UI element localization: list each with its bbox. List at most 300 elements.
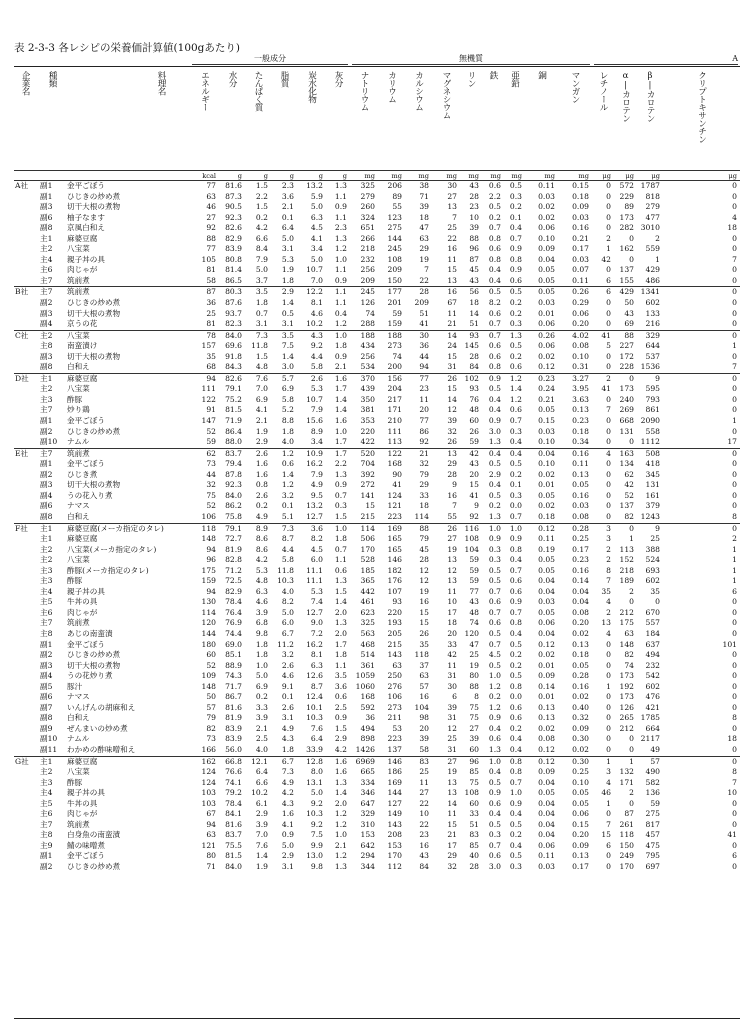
unit-zinc: mg bbox=[511, 172, 522, 180]
cell-water: 87.3 bbox=[225, 191, 242, 201]
cell-type: 主8 bbox=[40, 830, 53, 840]
cell-calcium: 88 bbox=[419, 523, 429, 533]
cell-magnesium: 30 bbox=[447, 681, 457, 691]
cell-sodium: 209 bbox=[360, 275, 375, 285]
table-row bbox=[14, 841, 740, 852]
cell-type: 副9 bbox=[40, 723, 53, 733]
cell-type: 副4 bbox=[40, 490, 53, 500]
unit-ash: g bbox=[342, 172, 347, 180]
cell-dish: 白和え bbox=[67, 362, 90, 372]
cell-alpha-carotene: 88 bbox=[624, 330, 634, 340]
cell-potassium: 215 bbox=[387, 639, 402, 649]
cell-phosphorus: 33 bbox=[469, 809, 479, 819]
cell-zinc: 0.3 bbox=[509, 862, 522, 871]
cell-sodium: 1059 bbox=[355, 671, 375, 681]
cell-iron: 0.4 bbox=[488, 767, 501, 777]
cell-retinol: 6 bbox=[606, 275, 611, 285]
cell-cryptoxanthin: 0 bbox=[732, 459, 737, 469]
cell-calcium: 43 bbox=[419, 851, 429, 861]
cell-copper: 0.02 bbox=[538, 469, 555, 479]
cell-protein: 1.5 bbox=[255, 181, 268, 190]
cell-ash: 2.0 bbox=[334, 798, 347, 808]
cell-alpha-carotene: 0 bbox=[629, 254, 634, 264]
cell-sodium: 422 bbox=[360, 437, 375, 447]
cell-manganese: 0.16 bbox=[572, 490, 589, 500]
cell-sodium: 325 bbox=[360, 181, 375, 190]
cell-type: 副1 bbox=[40, 181, 53, 190]
cell-type: 副2 bbox=[40, 469, 53, 479]
cell-copper: 0.06 bbox=[538, 840, 555, 850]
cell-copper: 0.04 bbox=[538, 586, 555, 596]
cell-magnesium: 13 bbox=[447, 275, 457, 285]
cell-magnesium: 17 bbox=[447, 840, 457, 850]
cell-cryptoxanthin: 0 bbox=[732, 523, 737, 533]
cell-carb: 9.2 bbox=[310, 798, 323, 808]
cell-potassium: 273 bbox=[387, 341, 402, 351]
cell-calcium: 44 bbox=[419, 351, 429, 361]
cell-calcium: 29 bbox=[419, 244, 429, 254]
cell-carb: 4.5 bbox=[310, 223, 323, 233]
cell-fat: 4.1 bbox=[281, 819, 294, 829]
cell-protein: 1.8 bbox=[255, 298, 268, 308]
cell-sodium: 514 bbox=[360, 650, 375, 660]
cell-manganese: 0.05 bbox=[572, 480, 589, 490]
cell-water: 69.6 bbox=[225, 341, 242, 351]
cell-fat: 5.0 bbox=[281, 840, 294, 850]
cell-potassium: 143 bbox=[387, 650, 402, 660]
cell-calcium: 71 bbox=[419, 191, 429, 201]
cell-protein: 1.9 bbox=[255, 862, 268, 871]
cell-zinc: 0.4 bbox=[509, 734, 522, 744]
cell-copper: 0.05 bbox=[538, 565, 555, 575]
cell-beta-carotene: 2 bbox=[655, 233, 660, 243]
cell-dish: 柚子なます bbox=[67, 212, 105, 222]
cell-calcium: 77 bbox=[419, 416, 429, 426]
cell-copper: 0.13 bbox=[538, 702, 555, 712]
cell-water: 83.7 bbox=[225, 830, 242, 840]
cell-energy: 94 bbox=[206, 819, 216, 829]
cell-retinol: 0 bbox=[606, 744, 611, 754]
cell-beta-carotene: 861 bbox=[645, 405, 660, 415]
cell-iron: 0.3 bbox=[488, 555, 501, 565]
table-row bbox=[14, 597, 740, 608]
cell-iron: 0.6 bbox=[488, 618, 501, 628]
cell-water: 86.5 bbox=[225, 275, 242, 285]
cell-type: 副7 bbox=[40, 702, 53, 712]
cell-carb: 7.2 bbox=[310, 628, 323, 638]
cell-calcium: 37 bbox=[419, 660, 429, 670]
cell-ash: 1.5 bbox=[334, 723, 347, 733]
cell-sodium: 461 bbox=[360, 597, 375, 607]
cell-retinol: 1 bbox=[606, 681, 611, 691]
table-row bbox=[14, 341, 740, 352]
cell-magnesium: 10 bbox=[447, 597, 457, 607]
cell-iron: 0.2 bbox=[488, 501, 501, 511]
cell-type: 副8 bbox=[40, 223, 53, 233]
cell-magnesium: 18 bbox=[447, 618, 457, 628]
unit-cryptoxanthin: μg bbox=[728, 172, 737, 180]
cell-magnesium: 20 bbox=[447, 628, 457, 638]
cell-sodium: 218 bbox=[360, 244, 375, 254]
cell-ash: 1.5 bbox=[334, 586, 347, 596]
cell-beta-carotene: 2090 bbox=[640, 416, 660, 426]
cell-manganese: 4.02 bbox=[572, 330, 589, 340]
cell-dish: 筑前煮 bbox=[67, 618, 90, 628]
cell-potassium: 122 bbox=[387, 448, 402, 458]
cell-retinol: 0 bbox=[606, 702, 611, 712]
cell-energy: 52 bbox=[206, 660, 216, 670]
cell-sodium: 279 bbox=[360, 191, 375, 201]
cell-calcium: 86 bbox=[419, 426, 429, 436]
cell-protein: 3.9 bbox=[255, 607, 268, 617]
cell-carb: 4.4 bbox=[310, 351, 323, 361]
cell-company: G社 bbox=[15, 756, 29, 766]
cell-potassium: 177 bbox=[387, 287, 402, 297]
cell-ash: 0.6 bbox=[334, 692, 347, 702]
cell-sodium: 141 bbox=[360, 490, 375, 500]
cell-potassium: 169 bbox=[387, 523, 402, 533]
cell-energy: 59 bbox=[206, 437, 216, 447]
cell-beta-carotene: 184 bbox=[645, 628, 660, 638]
cell-calcium: 35 bbox=[419, 639, 429, 649]
column-group-header bbox=[14, 54, 740, 66]
cell-beta-carotene: 25 bbox=[650, 534, 660, 544]
cell-alpha-carotene: 52 bbox=[624, 490, 634, 500]
cell-iron: 0.7 bbox=[488, 319, 501, 329]
cell-phosphorus: 92 bbox=[469, 511, 479, 521]
cell-protein: 0.7 bbox=[255, 308, 268, 318]
cell-energy: 92 bbox=[206, 223, 216, 233]
cell-energy: 114 bbox=[201, 607, 216, 617]
cell-ash: 1.3 bbox=[334, 576, 347, 586]
cell-carb: 3.4 bbox=[310, 437, 323, 447]
cell-type: 副6 bbox=[40, 501, 53, 511]
cell-alpha-carotene: 229 bbox=[619, 191, 634, 201]
cell-alpha-carotene: 89 bbox=[624, 202, 634, 212]
cell-copper: 0.03 bbox=[538, 597, 555, 607]
cell-retinol: 3 bbox=[606, 767, 611, 777]
cell-dish: 麻婆豆腐(メーカ指定のタレ) bbox=[67, 523, 164, 533]
cell-retinol: 0 bbox=[606, 639, 611, 649]
cell-water: 75.8 bbox=[225, 511, 242, 521]
cell-type: 副3 bbox=[40, 480, 53, 490]
cell-ash: 0.4 bbox=[334, 308, 347, 318]
cell-energy: 25 bbox=[206, 308, 216, 318]
table-row bbox=[14, 373, 740, 385]
cell-copper: 0.05 bbox=[538, 265, 555, 275]
cell-type: 副5 bbox=[40, 681, 53, 691]
cell-dish: 筑前煮 bbox=[67, 287, 90, 297]
cell-potassium: 211 bbox=[387, 713, 402, 723]
cell-carb: 5.3 bbox=[310, 586, 323, 596]
cell-water: 79.1 bbox=[225, 523, 242, 533]
cell-beta-carotene: 1 bbox=[655, 254, 660, 264]
cell-magnesium: 26 bbox=[447, 437, 457, 447]
cell-beta-carotene: 131 bbox=[645, 480, 660, 490]
cell-magnesium: 27 bbox=[447, 756, 457, 766]
cell-type: 主4 bbox=[40, 788, 53, 798]
cell-ash: 2.5 bbox=[334, 702, 347, 712]
cell-potassium: 171 bbox=[387, 405, 402, 415]
cell-copper: 0.02 bbox=[538, 723, 555, 733]
cell-retinol: 0 bbox=[606, 202, 611, 212]
cell-beta-carotene: 818 bbox=[645, 191, 660, 201]
cell-calcium: 98 bbox=[419, 713, 429, 723]
table-row bbox=[14, 788, 740, 799]
cell-energy: 71 bbox=[206, 862, 216, 871]
cell-zinc: 0.7 bbox=[509, 416, 522, 426]
cell-copper: 0.12 bbox=[538, 362, 555, 372]
cell-potassium: 220 bbox=[387, 607, 402, 617]
cell-type: 主7 bbox=[40, 405, 53, 415]
cell-phosphorus: 102 bbox=[464, 373, 479, 383]
cell-fat: 4.9 bbox=[281, 777, 294, 787]
cell-energy: 27 bbox=[206, 212, 216, 222]
cell-protein: 1.8 bbox=[255, 639, 268, 649]
column-header-copper: 銅 bbox=[536, 71, 547, 79]
cell-sodium: 642 bbox=[360, 840, 375, 850]
cell-fat: 5.3 bbox=[281, 254, 294, 264]
cell-iron: 0.8 bbox=[488, 362, 501, 372]
cell-sodium: 361 bbox=[360, 660, 375, 670]
cell-energy: 159 bbox=[201, 576, 216, 586]
cell-iron: 0.4 bbox=[488, 394, 501, 404]
cell-energy: 60 bbox=[206, 650, 216, 660]
cell-dish: 八宝菜 bbox=[67, 767, 90, 777]
cell-sodium: 506 bbox=[360, 534, 375, 544]
cell-sodium: 185 bbox=[360, 565, 375, 575]
cell-zinc: 0.5 bbox=[509, 851, 522, 861]
cell-dish: ひじきの炒め煮 bbox=[67, 191, 121, 201]
cell-carb: 7.5 bbox=[310, 830, 323, 840]
cell-magnesium: 11 bbox=[447, 809, 457, 819]
column-header-phosphorus: リン bbox=[466, 71, 476, 87]
cell-phosphorus: 8 bbox=[474, 692, 479, 702]
cell-retinol: 0 bbox=[606, 490, 611, 500]
cell-potassium: 250 bbox=[387, 671, 402, 681]
cell-magnesium: 13 bbox=[447, 448, 457, 458]
cell-alpha-carotene: 1 bbox=[629, 756, 634, 766]
cell-alpha-carotene: 189 bbox=[619, 576, 634, 586]
cell-zinc: 0.4 bbox=[509, 744, 522, 754]
cell-manganese: 0.16 bbox=[572, 448, 589, 458]
cell-beta-carotene: 345 bbox=[645, 469, 660, 479]
cell-beta-carotene: 1243 bbox=[640, 511, 660, 521]
cell-type: 副4 bbox=[40, 319, 53, 329]
table-row bbox=[14, 395, 740, 406]
cell-sodium: 114 bbox=[360, 523, 375, 533]
cell-fat: 1.2 bbox=[281, 448, 294, 458]
cell-type: 副2 bbox=[40, 426, 53, 436]
cell-zinc: 0.6 bbox=[509, 576, 522, 586]
cell-zinc: 0.5 bbox=[509, 341, 522, 351]
cell-energy: 52 bbox=[206, 501, 216, 511]
cell-water: 88.9 bbox=[225, 660, 242, 670]
cell-type: 副2 bbox=[40, 298, 53, 308]
cell-potassium: 273 bbox=[387, 702, 402, 712]
cell-protein: 1.6 bbox=[255, 469, 268, 479]
cell-fat: 6.9 bbox=[281, 384, 294, 394]
unit-fat: g bbox=[289, 172, 294, 180]
cell-type: 副3 bbox=[40, 660, 53, 670]
cell-potassium: 209 bbox=[387, 265, 402, 275]
cell-manganese: 0.11 bbox=[572, 275, 589, 285]
cell-carb: 10.1 bbox=[306, 702, 323, 712]
cell-copper: 0.05 bbox=[538, 490, 555, 500]
cell-retinol: 0 bbox=[606, 351, 611, 361]
cell-calcium: 51 bbox=[419, 308, 429, 318]
cell-beta-carotene: 35 bbox=[650, 586, 660, 596]
cell-ash: 1.4 bbox=[334, 597, 347, 607]
cell-carb: 13.2 bbox=[306, 501, 323, 511]
cell-energy: 122 bbox=[201, 394, 216, 404]
cell-beta-carotene: 2117 bbox=[640, 734, 660, 744]
cell-beta-carotene: 136 bbox=[645, 788, 660, 798]
cell-calcium: 11 bbox=[419, 394, 429, 404]
cell-potassium: 111 bbox=[387, 426, 402, 436]
cell-phosphorus: 76 bbox=[469, 394, 479, 404]
cell-retinol: 2 bbox=[606, 544, 611, 554]
cell-protein: 11.8 bbox=[251, 341, 268, 351]
cell-manganese: 0.02 bbox=[572, 744, 589, 754]
cell-carb: 12.6 bbox=[306, 671, 323, 681]
cell-carb: 9.2 bbox=[310, 819, 323, 829]
cell-ash: 1.1 bbox=[334, 212, 347, 222]
cell-energy: 73 bbox=[206, 459, 216, 469]
cell-sodium: 310 bbox=[360, 819, 375, 829]
cell-iron: 0.7 bbox=[488, 840, 501, 850]
cell-phosphorus: 104 bbox=[464, 544, 479, 554]
cell-copper: 0.06 bbox=[538, 618, 555, 628]
cell-iron: 0.5 bbox=[488, 459, 501, 469]
cell-calcium: 18 bbox=[419, 501, 429, 511]
cell-fat: 2.9 bbox=[281, 851, 294, 861]
table-row bbox=[14, 566, 740, 577]
cell-calcium: 28 bbox=[419, 287, 429, 297]
cell-protein: 2.1 bbox=[255, 416, 268, 426]
cell-fat: 3.0 bbox=[281, 362, 294, 372]
cell-calcium: 41 bbox=[419, 319, 429, 329]
cell-protein: 8.9 bbox=[255, 523, 268, 533]
cell-ash: 0.3 bbox=[334, 501, 347, 511]
cell-ash: 1.3 bbox=[334, 469, 347, 479]
cell-copper: 0.13 bbox=[538, 713, 555, 723]
cell-sodium: 232 bbox=[360, 254, 375, 264]
cell-alpha-carotene: 74 bbox=[624, 660, 634, 670]
table-row bbox=[14, 298, 740, 309]
cell-manganese: 0.10 bbox=[572, 777, 589, 787]
cell-beta-carotene: 9 bbox=[655, 373, 660, 383]
cell-zinc: 1.2 bbox=[509, 394, 522, 404]
cell-sodium: 651 bbox=[360, 223, 375, 233]
cell-type: 副3 bbox=[40, 202, 53, 212]
cell-fat: 4.3 bbox=[281, 798, 294, 808]
cell-manganese: 0.08 bbox=[572, 341, 589, 351]
cell-sodium: 704 bbox=[360, 459, 375, 469]
cell-water: 84.1 bbox=[225, 809, 242, 819]
cell-zinc: 0.6 bbox=[509, 586, 522, 596]
cell-potassium: 223 bbox=[387, 734, 402, 744]
cell-protein: 6.3 bbox=[255, 586, 268, 596]
cell-zinc: 0.8 bbox=[509, 681, 522, 691]
cell-protein: 8.6 bbox=[255, 544, 268, 554]
cell-manganese: 0.16 bbox=[572, 223, 589, 233]
table-row bbox=[14, 244, 740, 255]
cell-copper: 0.04 bbox=[538, 576, 555, 586]
cell-calcium: 36 bbox=[419, 341, 429, 351]
cell-phosphorus: 74 bbox=[469, 618, 479, 628]
cell-copper: 0.02 bbox=[538, 351, 555, 361]
cell-protein: 9.8 bbox=[255, 628, 268, 638]
cell-calcium: 63 bbox=[419, 671, 429, 681]
cell-carb: 10.7 bbox=[306, 265, 323, 275]
cell-magnesium: 14 bbox=[447, 798, 457, 808]
cell-alpha-carotene: 62 bbox=[624, 469, 634, 479]
unit-phosphorus: mg bbox=[468, 172, 479, 180]
table-row bbox=[14, 512, 740, 523]
cell-potassium: 149 bbox=[387, 809, 402, 819]
cell-potassium: 127 bbox=[387, 798, 402, 808]
cell-type: 副11 bbox=[40, 744, 58, 754]
cell-manganese: 0.31 bbox=[572, 362, 589, 372]
cell-protein: 0.8 bbox=[255, 480, 268, 490]
table-row bbox=[14, 255, 740, 266]
cell-magnesium: 55 bbox=[447, 511, 457, 521]
cell-manganese: 0.29 bbox=[572, 298, 589, 308]
cell-iron: 0.5 bbox=[488, 565, 501, 575]
cell-phosphorus: 93 bbox=[469, 384, 479, 394]
cell-beta-carotene: 1112 bbox=[640, 437, 660, 447]
cell-beta-carotene: 275 bbox=[645, 809, 660, 819]
cell-energy: 148 bbox=[201, 681, 216, 691]
cell-copper: 0.12 bbox=[538, 756, 555, 766]
table-row bbox=[14, 223, 740, 234]
cell-alpha-carotene: 218 bbox=[619, 565, 634, 575]
cell-ash: 1.1 bbox=[334, 298, 347, 308]
cell-protein: 3.1 bbox=[255, 319, 268, 329]
cell-dish: 金平ごぼう bbox=[67, 416, 105, 426]
unit-calcium: mg bbox=[418, 172, 429, 180]
table-row bbox=[14, 181, 740, 192]
cell-dish: 牛丼の具 bbox=[67, 798, 98, 808]
cell-potassium: 170 bbox=[387, 851, 402, 861]
cell-magnesium: 15 bbox=[447, 819, 457, 829]
cell-cryptoxanthin: 17 bbox=[727, 437, 737, 447]
unit-sodium: mg bbox=[364, 172, 375, 180]
cell-type: 主1 bbox=[40, 523, 53, 533]
cell-cryptoxanthin: 0 bbox=[732, 618, 737, 628]
cell-alpha-carotene: 668 bbox=[619, 416, 634, 426]
cell-magnesium: 13 bbox=[447, 555, 457, 565]
cell-potassium: 168 bbox=[387, 459, 402, 469]
cell-phosphorus: 39 bbox=[469, 734, 479, 744]
cell-phosphorus: 14 bbox=[469, 308, 479, 318]
cell-type: 主3 bbox=[40, 394, 53, 404]
cell-fat: 0.1 bbox=[281, 692, 294, 702]
cell-potassium: 276 bbox=[387, 681, 402, 691]
cell-phosphorus: 19 bbox=[469, 660, 479, 670]
cell-fat: 11.8 bbox=[277, 565, 294, 575]
cell-ash: 0.9 bbox=[334, 202, 347, 212]
cell-copper: 0.05 bbox=[538, 788, 555, 798]
cell-zinc: 0.3 bbox=[509, 319, 522, 329]
cell-alpha-carotene: 132 bbox=[619, 767, 634, 777]
cell-retinol: 0 bbox=[606, 181, 611, 190]
cell-carb: 8.7 bbox=[310, 681, 323, 691]
cell-potassium: 159 bbox=[387, 319, 402, 329]
cell-phosphorus: 59 bbox=[469, 565, 479, 575]
cell-alpha-carotene: 126 bbox=[619, 702, 634, 712]
